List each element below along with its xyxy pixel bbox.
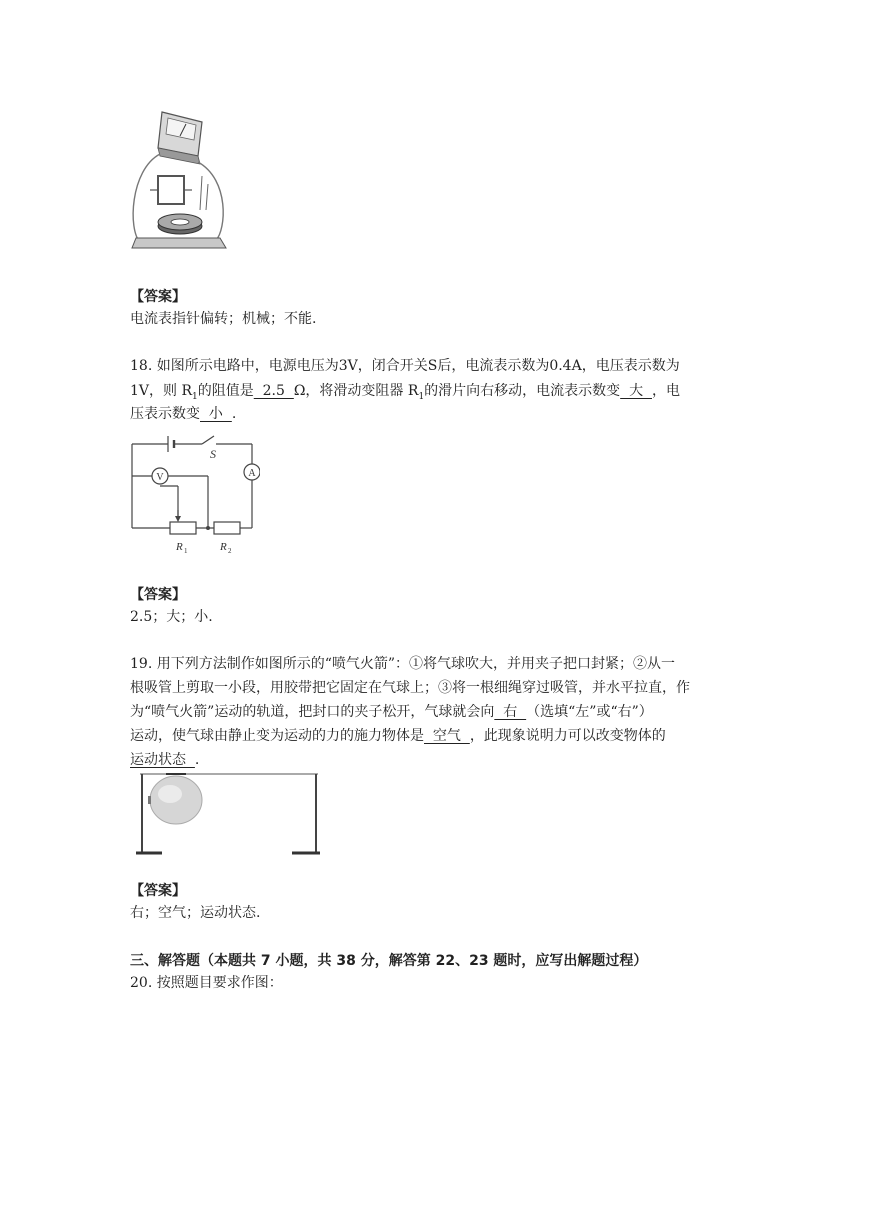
q19-line-2: 根吸管上剪取一小段，用胶带把它固定在气球上；③将一根细绳穿过吸管，并水平拉直，作 xyxy=(130,680,690,696)
q18-blank-current: 大 xyxy=(620,383,652,399)
q18-line-1: 18. 如图所示电路中，电源电压为3V，闭合开关S后，电流表示数为0.4A，电压表示数为 xyxy=(130,358,680,374)
q19-line-4 xyxy=(130,726,666,746)
q18-voltmeter-label: V xyxy=(156,472,164,483)
q19-blank-agent: 空气 xyxy=(424,728,470,744)
q18-r2-label: R xyxy=(220,541,227,553)
q18-circuit-figure xyxy=(130,428,260,558)
q20-prompt: 20. 按照题目要求作图： xyxy=(130,975,283,991)
q18-text: 的阻值是 xyxy=(197,383,254,399)
q19-line-3 xyxy=(130,702,653,722)
q19-text: 运动，使气球由静止变为运动的力的施力物体是 xyxy=(130,728,424,744)
q19-balloon-rocket-figure xyxy=(132,770,322,856)
q18-line-3 xyxy=(130,404,236,424)
q17-apparatus-figure xyxy=(130,110,230,250)
q18-text: 的滑片向右移动，电流表示数变 xyxy=(424,383,621,399)
q18-line-2 xyxy=(130,381,680,407)
q19-text: . xyxy=(194,752,200,768)
q18-text: . xyxy=(231,406,237,422)
q17-answer-text: 电流表指针偏转；机械；不能. xyxy=(130,311,317,327)
q18-subscript: 1 xyxy=(418,391,425,402)
q18-answer-text: 2.5；大；小. xyxy=(130,609,213,625)
q18-text: Ω，将滑动变阻器 R xyxy=(293,383,419,399)
q19-line-1: 19. 用下列方法制作如图所示的“喷气火箭”：①将气球吹大，并用夹子把口封紧；②从一 xyxy=(130,656,676,672)
q19-answer-text: 右；空气；运动状态. xyxy=(130,905,261,921)
q18-r1-sub: 1 xyxy=(184,547,188,555)
q19-text: ，此现象说明力可以改变物体的 xyxy=(469,728,666,744)
q19-text: （选填“左”或“右”） xyxy=(526,704,653,720)
q18-r1-label: R xyxy=(176,541,183,553)
q18-subscript: 1 xyxy=(192,391,198,402)
q18-text: ，电 xyxy=(651,383,680,399)
q18-blank-voltage: 小 xyxy=(200,406,232,422)
q18-ammeter-label: A xyxy=(248,468,256,479)
q18-switch-label: S xyxy=(210,447,216,461)
section-3-heading: 三、解答题（本题共 7 小题，共 38 分，解答第 22、23 题时，应写出解题过程） xyxy=(130,953,648,969)
q19-blank-state: 运动状态 xyxy=(130,752,195,768)
q19-answer-heading: 【答案】 xyxy=(130,883,186,899)
q18-text: 1V，则 R xyxy=(130,383,193,399)
q18-blank-resistance: 2.5 xyxy=(253,383,294,399)
q19-blank-direction: 右 xyxy=(494,704,527,720)
q17-answer-heading: 【答案】 xyxy=(130,289,186,305)
q19-line-5 xyxy=(130,750,199,770)
q18-answer-heading: 【答案】 xyxy=(130,587,186,603)
q19-text: 为“喷气火箭”运动的轨道，把封口的夹子松开，气球就会向 xyxy=(130,704,495,720)
q18-text: 压表示数变 xyxy=(130,406,200,422)
q18-r2-sub: 2 xyxy=(228,547,232,555)
